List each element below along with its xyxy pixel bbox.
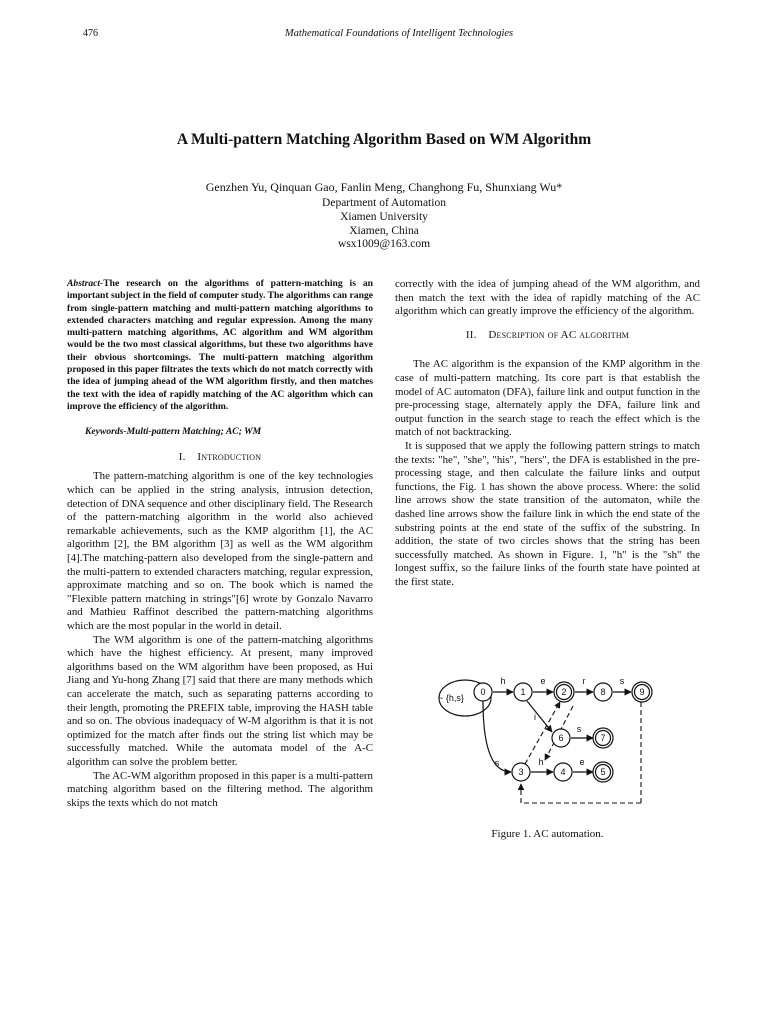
figure-caption: Figure 1. AC automation. (491, 828, 604, 840)
intro-paragraph-2: The WM algorithm is one of the pattern-matching algorithms which have the highest efficiency. At present, many improved algorithms based on the WM algorithm have been proposed, as Hui Jiang and Yu-hong Zhang [7] said that there are many methods which can accelerate the match, such as separating patterns according to their length, promoting the PREFIX table, improving the HASH table and so on. The obvious inadequacy of W-M algorithm is that it is not optimized for the match after finds out the string list which may be successfully matched. While the automata model of the A-C algorithm can solve the problem better. (67, 633, 373, 768)
state-label: 4 (560, 767, 566, 777)
affiliation-dept: Department of Automation (322, 197, 446, 209)
state-label: 0 (480, 687, 486, 697)
paper-title: A Multi-pattern Matching Algorithm Based on WM Algorithm (176, 131, 592, 148)
state-label: 5 (600, 767, 606, 777)
affiliation-univ: Xiamen University (340, 211, 428, 223)
edge-label: s (494, 758, 500, 768)
state-label: 9 (639, 687, 645, 697)
section-title: Description of AC algorithm (488, 328, 630, 341)
state-label: 6 (558, 733, 564, 743)
state-label: 8 (600, 687, 606, 697)
intro-paragraph-1: The pattern-matching algorithm is one of the key technologies which can be applied in the string analysis, intrusion detection, detection of DNA sequence and other disciplinary field. The Research of the pattern-matching algorithm in the world also achieved remarkable achievements, such as the KMP algorithm [1], the AC algorithm [2], the BM algorithm [3] as well as the WM algorithm [4].The matching-pattern also developed from the single-pattern and the multi-pattern to extended characters matching, regular expression, approximate matching and so on. The book which is named the "Flexible pattern matching in strings"[6] wrote by Gonzalo Navarro and Mathieu Raffinot described the pattern-matching algorithms which are the most popular in the world in detail. (67, 470, 373, 632)
self-loop-label: ~ {h,s} (438, 693, 464, 703)
edge-label: e (579, 757, 585, 767)
authors: Genzhen Yu, Qinquan Gao, Fanlin Meng, Changhong Fu, Shunxiang Wu* (205, 180, 563, 194)
desc-paragraph-1: The AC algorithm is the expansion of the KMP algorithm in the case of multi-pattern matching. Its core part is that establish the model of AC automaton (DFA), failure link and output function in the pre-processing stage, alternately apply the DFA, failure link and output function in the search stage to reach the effect which is the match of not backtracking. (395, 358, 700, 439)
right-column (395, 278, 700, 589)
edge-label: h (500, 676, 506, 686)
left-column (67, 278, 373, 810)
state-label: 7 (600, 733, 606, 743)
desc-paragraph-2: It is supposed that we apply the following pattern strings to match the texts: "he", "she", "his", "hers", the DFA is established in the pre-processing stage, and then calculate the failure links and output functions, the Fig. 1 has shown the above process. Where: the solid line arrows show the state transition of the automaton, while the dashed line arrows show the failure link in which the end state of the substring points at the end state of the suffix of the substring. In addition, the state of two circles shows that the string has been successfully matched. As shown in Figure. 1, "h" is the "sh" the longest suffix, so the failure links of the fourth state have pointed at the first state. (395, 439, 700, 588)
edge-label: s (576, 724, 582, 734)
abstract-lead: Abstract- (67, 278, 104, 289)
ac-automaton-diagram (425, 668, 675, 816)
affiliation-city: Xiamen, China (349, 225, 419, 237)
running-title: Mathematical Foundations of Intelligent Technologies (284, 28, 514, 39)
section-number: II. (465, 328, 477, 341)
intro-continuation: correctly with the idea of jumping ahead of the WM algorithm, and then match the text with the idea of rapidly matching of the AC algorithm which can greatly improve the efficiency of the algorithm. (395, 278, 700, 318)
section-heading-desc (395, 329, 700, 343)
edge-label: e (540, 676, 546, 686)
section-heading-intro (67, 451, 373, 465)
keywords: Keywords-Multi-pattern Matching; AC; WM (85, 426, 262, 438)
edge-label: i (534, 712, 536, 722)
abstract-text: The research on the algorithms of pattern-matching is an important subject in the field of computer study. The algorithms can range from single-pattern matching and multi-pattern matching algorithms to extended characters matching and regular expression. Among the many multi-pattern matching algorithms, AC algorithm and WM algorithm would be the two most classical algorithms, but these two algorithms have their obvious shortcomings. The multi-pattern matching algorithm proposed in this paper filtrates the texts which do not match correctly with the idea of jumping ahead of the WM algorithm firstly, and then matches the text with the idea of rapidly matching of the AC algorithm which can improve the efficiency of the algorithm. (67, 278, 373, 412)
edge-label: h (538, 757, 544, 767)
section-number: I. (178, 450, 186, 463)
state-label: 1 (520, 687, 526, 697)
edge-label: r (582, 676, 586, 686)
state-label: 2 (561, 687, 567, 697)
section-title: Introduction (197, 450, 262, 463)
edge-label: s (619, 676, 625, 686)
abstract (67, 278, 373, 413)
page-number: 476 (83, 28, 98, 39)
affiliation-email: wsx1009@163.com (337, 238, 431, 250)
intro-paragraph-3: The AC-WM algorithm proposed in this paper is a multi-pattern matching algorithm based on the filtering method. The algorithm skips the texts which do not match (67, 769, 373, 809)
state-label: 3 (518, 767, 524, 777)
edge-1-6 (527, 701, 552, 732)
